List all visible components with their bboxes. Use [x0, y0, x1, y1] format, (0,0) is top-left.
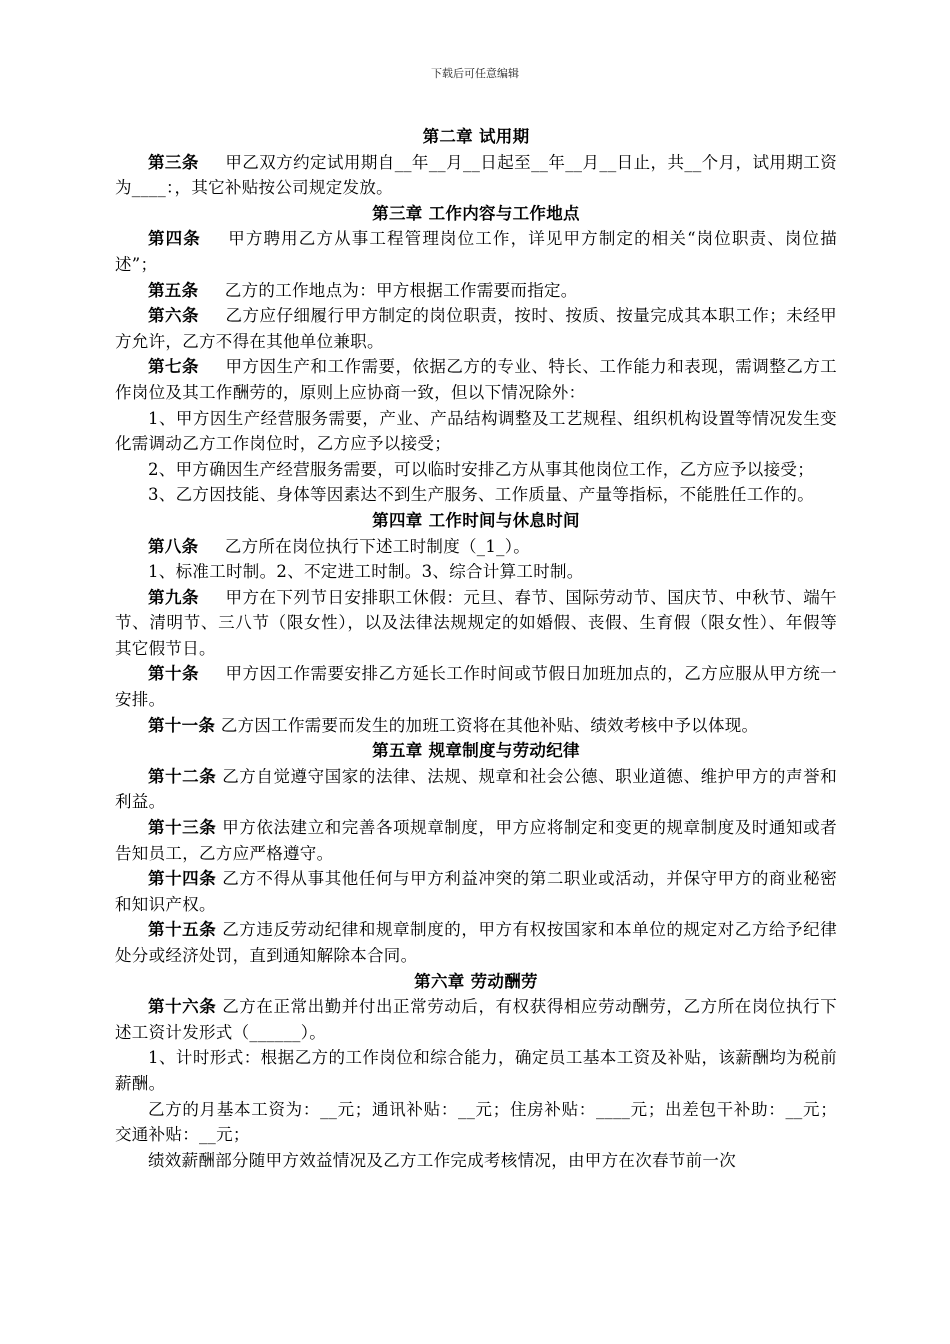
salary-breakdown: 乙方的月基本工资为：__元；通讯补贴：__元；住房补贴：____元；出差包干补助：__元；交通补贴：__元； — [115, 1099, 837, 1145]
article-text-end: ）。 — [504, 536, 531, 556]
article-text: 乙方应仔细履行甲方制定的岗位职责，按时、按质、按量完成其本职工作；未经甲方允许，乙方不得在其他单位兼职。 — [115, 306, 837, 351]
article-text: 乙方因工作需要而发生的加班工资将在其他补贴、绩效考核中予以体现。 — [220, 715, 759, 735]
article-3 — [115, 150, 837, 201]
article-label: 第十三条 — [148, 818, 217, 838]
article-5 — [115, 278, 837, 304]
article-text: 乙方不得从事其他任何与甲方利益冲突的第二职业或活动，并保守甲方的商业秘密和知识产权。 — [115, 869, 837, 914]
chapter-6-title: 第六章 劳动酬劳 — [414, 971, 538, 991]
article-9 — [115, 585, 837, 662]
article-text: 甲方依法建立和完善各项规章制度，甲方应将制定和变更的规章制度及时通知或者告知员工，乙方应严格遵守。 — [115, 818, 837, 863]
article-8 — [115, 534, 837, 560]
article-4 — [115, 226, 837, 277]
article-label: 第十四条 — [148, 869, 217, 889]
article-label: 第七条 — [148, 357, 199, 377]
performance-pay: 绩效薪酬部分随甲方效益情况及乙方工作完成考核情况，由甲方在次春节前一次 — [148, 1150, 736, 1170]
article-text: 甲方在下列节日安排职工休假：元旦、春节、国际劳动节、国庆节、中秋节、端午节、清明节、三八节（限女性），以及法律法规规定的如婚假、丧假、生育假（限女性）、年假等其它假节日。 — [115, 587, 837, 658]
article-14 — [115, 866, 837, 917]
article-text: 乙方的工作地点为：甲方根据工作需要而指定。 — [224, 280, 578, 300]
article-10 — [115, 661, 837, 712]
article-label: 第十五条 — [148, 920, 217, 940]
page-header: 下载后可任意编辑 — [431, 67, 519, 80]
article-text: 甲方因生产和工作需要，依据乙方的专业、特长、工作能力和表现，需调整乙方工作岗位及其工作酬劳的，原则上应协商一致，但以下情况除外： — [115, 357, 837, 402]
article-text: 乙方自觉遵守国家的法律、法规、规章和社会公德、职业道德、维护甲方的声誉和利益。 — [115, 766, 837, 812]
chapter-3-title: 第三章 工作内容与工作地点 — [372, 203, 580, 223]
article-label: 第四条 — [148, 229, 201, 249]
article-6 — [115, 303, 837, 354]
article-label: 第十六条 — [148, 997, 217, 1017]
article-16-item-1: 1、计时形式：根据乙方的工作岗位和综合能力，确定员工基本工资及补贴，该薪酬均为税前薪酬。 — [115, 1048, 837, 1093]
article-16 — [115, 994, 837, 1045]
article-text: 乙方在正常出勤并付出正常劳动后，有权获得相应劳动酬劳，乙方所在岗位执行下述工资计发形式（______）。 — [115, 997, 837, 1042]
chapter-5-title: 第五章 规章制度与劳动纪律 — [372, 741, 580, 761]
article-8-options: 1、标准工时制。2、不定进工时制。3、综合计算工时制。 — [148, 562, 584, 582]
article-text: 甲方聘用乙方从事工程管理岗位工作，详见甲方制定的相关“岗位职责、岗位描述”； — [115, 229, 837, 274]
article-label: 第十二条 — [148, 766, 217, 786]
work-hours-value: _1_ — [476, 536, 505, 556]
article-11 — [115, 713, 837, 739]
article-label: 第六条 — [148, 306, 199, 326]
article-text: 乙方所在岗位执行下述工时制度（ — [224, 536, 477, 556]
article-text: 甲乙双方约定试用期自__年__月__日起至__年__月__日止，共__个月，试用期工资为____：，其它补贴按公司规定发放。 — [115, 152, 837, 198]
article-text: 甲方因工作需要安排乙方延长工作时间或节假日加班加点的，乙方应服从甲方统一安排。 — [115, 664, 837, 710]
article-text: 乙方违反劳动纪律和规章制度的，甲方有权按国家和本单位的规定对乙方给予纪律处分或经济处罚，直到通知解除本合同。 — [115, 920, 837, 965]
chapter-2-title: 第二章 试用期 — [422, 127, 530, 146]
article-7-item-1: 1、甲方因生产经营服务需要，产业、产品结构调整及工艺规程、组织机构设置等情况发生变化需调动乙方工作岗位时，乙方应予以接受； — [115, 408, 837, 454]
article-13 — [115, 815, 837, 866]
document-body — [115, 124, 837, 1173]
chapter-4-title: 第四章 工作时间与休息时间 — [372, 510, 580, 530]
article-label: 第十条 — [148, 664, 199, 684]
article-label: 第八条 — [148, 536, 199, 556]
article-label: 第五条 — [148, 280, 199, 300]
article-label: 第三条 — [148, 152, 199, 172]
article-label: 第九条 — [148, 587, 199, 607]
article-7 — [115, 354, 837, 405]
article-label: 第十一条 — [148, 715, 216, 735]
article-12 — [115, 764, 837, 815]
article-7-item-3: 3、乙方因技能、身体等因素达不到生产服务、工作质量、产量等指标，不能胜任工作的。 — [148, 485, 814, 505]
article-15 — [115, 917, 837, 968]
article-7-item-2: 2、甲方确因生产经营服务需要，可以临时安排乙方从事其他岗位工作，乙方应予以接受； — [148, 459, 814, 479]
